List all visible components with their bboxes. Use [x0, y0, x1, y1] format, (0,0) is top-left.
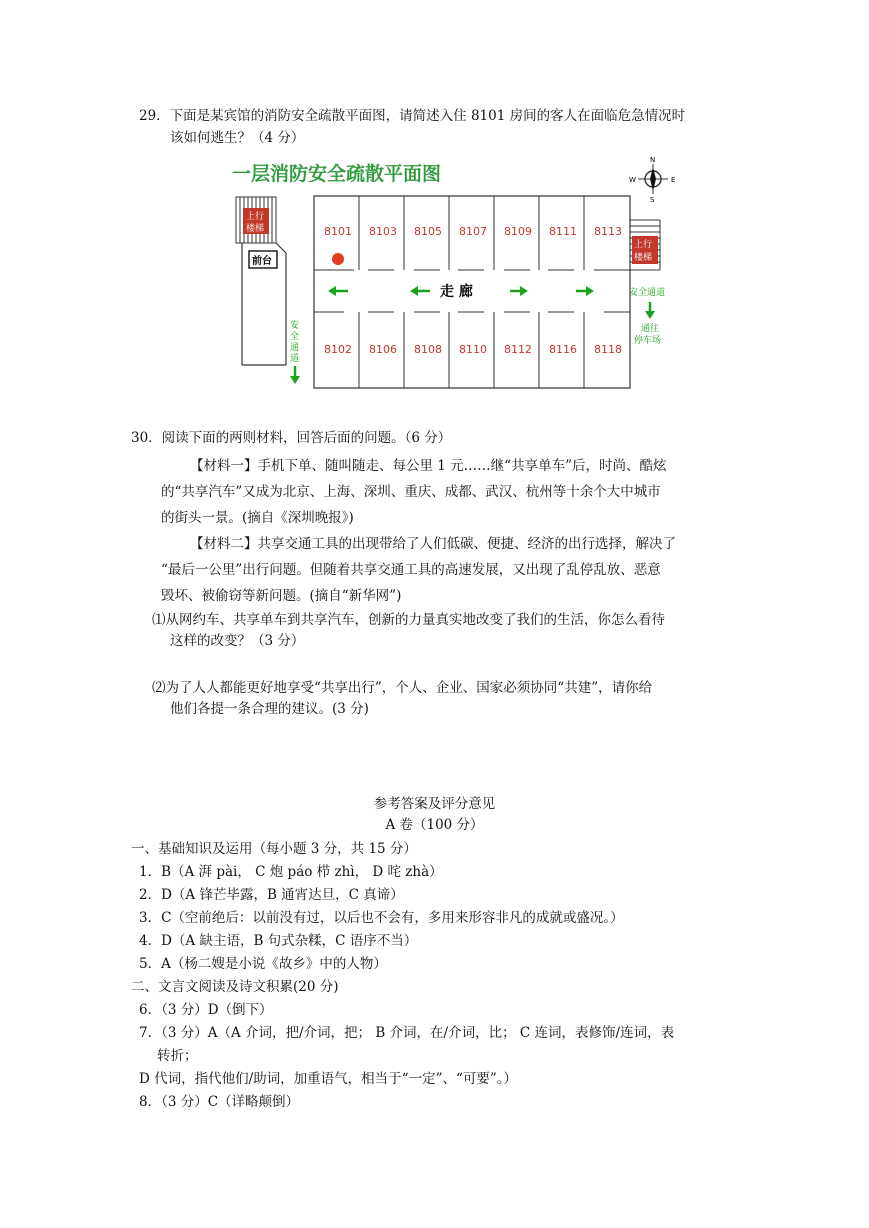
room-8108: 8108 — [414, 343, 442, 356]
room-8118: 8118 — [594, 343, 622, 356]
compass-icon — [629, 156, 675, 204]
answers-heading: 参考答案及评分意见 — [373, 796, 496, 812]
current-location-marker — [332, 253, 344, 265]
room-8105: 8105 — [414, 225, 442, 238]
room-8113: 8113 — [594, 225, 622, 238]
q30-material2-line-3: 毁坏、被偷窃等新问题。(摘自“新华网”) — [161, 588, 402, 604]
corridor-label: 走 廊 — [440, 284, 473, 300]
q29-line-1: 29．下面是某宾馆的消防安全疏散平面图，请简述入住 8101 房间的客人在面临危急情况时 — [139, 108, 686, 124]
room-8101: 8101 — [324, 225, 352, 238]
answer-1: 1．B（A 湃 pài， C 炮 páo 栉 zhì， D 咤 zhà） — [139, 864, 443, 880]
answer-4: 4．D（A 缺主语，B 句式杂糅，C 语序不当） — [139, 933, 418, 949]
q30-part1-line-2: 这样的改变？（3 分） — [170, 633, 305, 649]
q30-material1-line-3: 的街头一景。(摘自《深圳晚报》) — [161, 510, 354, 526]
left-stairs-label-2: 楼梯 — [246, 224, 265, 234]
answer-7-line-2: 转折； — [157, 1048, 198, 1064]
room-8109: 8109 — [504, 225, 532, 238]
compass-e: E — [671, 176, 676, 184]
room-8116: 8116 — [549, 343, 577, 356]
parking-label-1: 通往 — [641, 324, 660, 334]
q30-material2-line-1: 【材料二】共享交通工具的出现带给了人们低碳、便捷、经济的出行选择，解决了 — [190, 536, 676, 552]
right-passage-label: 安全通道 — [629, 288, 666, 298]
room-8107: 8107 — [459, 225, 487, 238]
answer-7-line-3: D 代词，指代他们/助词，加重语气，相当于“一定”、“可要”。） — [139, 1071, 518, 1087]
room-8102: 8102 — [324, 343, 352, 356]
right-stairs-label-1: 上行 — [634, 240, 653, 250]
q29-line-2: 该如何逃生？（4 分） — [170, 130, 305, 146]
answer-7-line-1: 7．（3 分）A（A 介词，把/介词，把； B 介词，在/介词，比； C 连词，表修饰/连词，表 — [139, 1025, 675, 1041]
q30-part2-line-2: 他们各提一条合理的建议。(3 分) — [170, 701, 369, 717]
right-safety-passage — [629, 286, 665, 346]
room-8111: 8111 — [549, 225, 577, 238]
room-8110: 8110 — [459, 343, 487, 356]
answer-6: 6．（3 分）D（倒下） — [139, 1002, 273, 1018]
room-8112: 8112 — [504, 343, 532, 356]
q30-material1-line-2: 的“共享汽车”又成为北京、上海、深圳、重庆、成都、武汉、杭州等十余个大中城市 — [161, 484, 661, 500]
left-passage-char-2: 全 — [290, 332, 300, 342]
right-stairs — [630, 220, 660, 270]
q30-material2-line-2: “最后一公里”出行问题。但随着共享交通工具的高速发展，又出现了乱停乱放、恶意 — [161, 562, 661, 578]
left-safety-passage — [290, 319, 300, 384]
compass-s: S — [650, 196, 655, 204]
compass-n: N — [650, 156, 656, 164]
front-desk-label: 前台 — [252, 256, 272, 267]
answer-5: 5．A（杨二嫂是小说《故乡》中的人物） — [139, 956, 387, 972]
room-8106: 8106 — [369, 343, 397, 356]
left-stairs — [236, 197, 276, 243]
answer-3: 3．C（空前绝后：以前没有过，以后也不会有，多用来形容非凡的成就或盛况。） — [139, 910, 624, 926]
answers-section-2: 二、文言文阅读及诗文积累(20 分) — [131, 979, 339, 995]
q30-title: 30．阅读下面的两则材料，回答后面的问题。（6 分） — [131, 430, 452, 446]
answers-section-1: 一、基础知识及运用（每小题 3 分，共 15 分） — [131, 841, 417, 857]
answer-8: 8．（3 分）C（详略颠倒） — [139, 1094, 300, 1110]
parking-label-2: 停车场 — [634, 336, 662, 346]
q30-part2-line-1: ⑵为了人人都能更好地享受“共享出行”，个人、企业、国家必须协同“共建”，请你给 — [152, 680, 653, 696]
compass-w: W — [629, 176, 636, 184]
q30-part1-line-1: ⑴从网约车、共享单车到共享汽车，创新的力量真实地改变了我们的生活，你怎么看待 — [152, 612, 665, 628]
room-8103: 8103 — [369, 225, 397, 238]
left-passage-char-3: 通 — [290, 343, 300, 353]
evacuation-floorplan — [228, 150, 690, 400]
answers-subheading: A 卷（100 分） — [385, 817, 484, 833]
left-passage-char-4: 道 — [290, 354, 300, 364]
left-stairs-label-1: 上行 — [246, 212, 265, 222]
q30-material1-line-1: 【材料一】手机下单、随叫随走、每公里 1 元……继“共享单车”后，时尚、酷炫 — [190, 458, 667, 474]
floorplan-title: 一层消防安全疏散平面图 — [232, 163, 442, 185]
left-passage-char-1: 安 — [290, 321, 300, 331]
right-stairs-label-2: 楼梯 — [634, 253, 653, 263]
answer-2: 2．D（A 锋芒毕露，B 通宵达旦，C 真谛） — [139, 887, 404, 903]
